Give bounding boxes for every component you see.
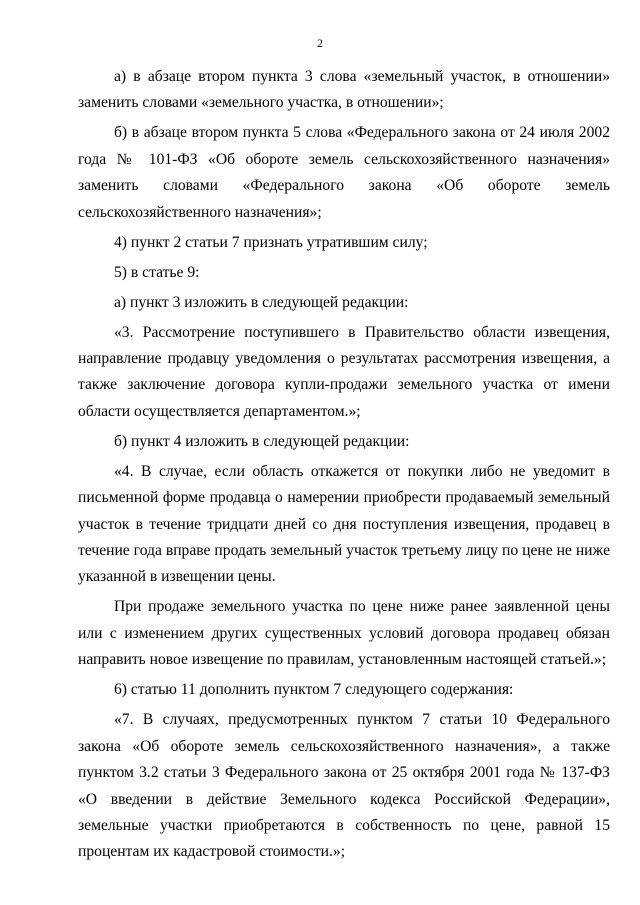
paragraph-5a: а) пункт 3 изложить в следующей редакции:	[114, 293, 409, 311]
paragraph-4: 4) пункт 2 статьи 7 признать утратившим силу;	[114, 233, 428, 251]
paragraph-5b: б) пункт 4 изложить в следующей редакции:	[114, 432, 410, 450]
quote-article-11-point-7: «7. В случаях, предусмотренных пунктом 7 статьи 10 Федерального закона «Об обороте земель сельскохозяйственного назначения», а также пунктом 3.2 статьи 3 Федерального закона от 25 октября 2001 года № 137-ФЗ «О введении в действие Земельного кодекса Российской Федерации», земельные участки приобретаются в собственность по цене, равной 15 процентам их кадастровой стоимости.»;	[78, 711, 610, 861]
paragraph-5: 5) в статье 9:	[114, 263, 200, 281]
paragraph-6: 6) статью 11 дополнить пунктом 7 следующего содержания:	[114, 681, 514, 699]
quote-article-9-point-3: «3. Рассмотрение поступившего в Правительство области извещения, направление продавцу уведомления о результатах рассмотрения извещения, а также заключение договора купли-продажи земельного участка от имени области осуществляется департаментом.»;	[78, 323, 610, 420]
paragraph-3a: а) в абзаце втором пункта 3 слова «земельный участок, в отношении» заменить словами «земельного участка, в отношении»;	[78, 68, 610, 112]
quote-article-9-point-4: «4. В случае, если область откажется от покупки либо не уведомит в письменной форме продавца о намерении приобрести продаваемый земельный участок в течение тридцати дней со дня поступления извещения, продавец в течение года вправе продать земельный участок третьему лицу по цене не ниже указанной в извещении цены.	[78, 462, 610, 586]
paragraph-3b: б) в абзаце втором пункта 5 слова «Федерального закона от 24 июля 2002 года № 101-ФЗ «Об обороте земель сельскохозяйственного назначения» заменить словами «Федерального закона «Об обороте земель сельскохозяйственного назначения»;	[78, 124, 610, 221]
document-body	[78, 64, 610, 869]
quote-article-9-point-4-continued: При продаже земельного участка по цене ниже ранее заявленной цены или с изменением других существенных условий договора продавец обязан направить новое извещение по правилам, установленным настоящей статьей.»;	[78, 598, 610, 669]
page-number: 2	[317, 36, 323, 50]
